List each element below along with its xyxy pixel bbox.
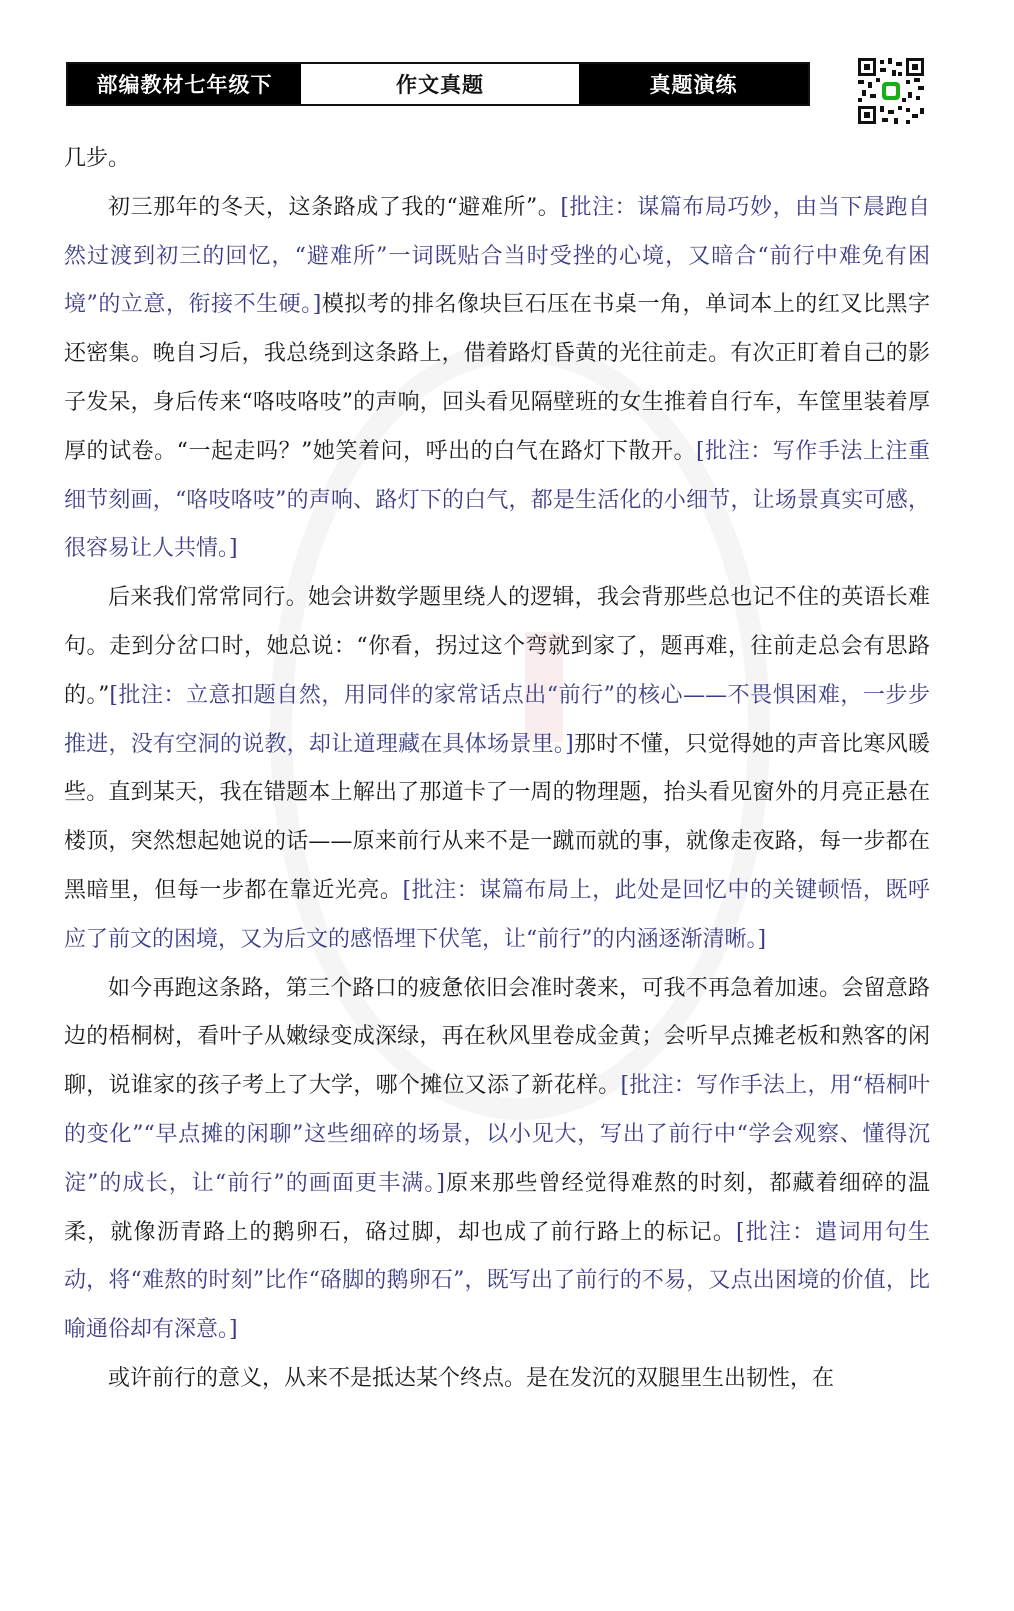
essay-text: 原来那些曾经觉得难熬的时刻，都藏着细碎的温柔，就像沥青路上的鹅卵石，硌过脚，却也成了前行路上的标记。 <box>64 1170 930 1245</box>
header-section: 作文真题 <box>301 64 579 104</box>
annotation-note: [批注：写作手法上注重细节刻画，“咯吱咯吱”的声响、路灯下的白气，都是生活化的小细节，让场景真实可感，很容易让人共情。] <box>64 438 930 562</box>
essay-paragraph <box>64 135 930 184</box>
header-practice: 真题演练 <box>579 64 808 104</box>
essay-paragraph <box>64 965 930 1355</box>
essay-text: 几步。 <box>64 146 131 171</box>
essay-text: 那时不懂，只觉得她的声音比寒风暖些。直到某天，我在错题本上解出了那道卡了一周的物理题，抬头看见窗外的月亮正悬在楼顶，突然想起她说的话——原来前行从来不是一蹴而就的事，就像走夜路，每一步都在黑暗里，但每一步都在靠近光亮。 <box>64 731 930 903</box>
annotation-note: [批注：写作手法上，用“梧桐叶的变化”“早点摊的闲聊”这些细碎的场景，以小见大，写出了前行中“学会观察、懂得沉淀”的成长，让“前行”的画面更丰满。] <box>64 1073 930 1196</box>
essay-text: 初三那年的冬天，这条路成了我的“避难所”。 <box>108 194 561 220</box>
essay-text: 或许前行的意义，从来不是抵达某个终点。是在发沉的双腿里生出韧性，在 <box>108 1365 835 1391</box>
essay-text: 后来我们常常同行。她会讲数学题里绕人的逻辑，我会背那些总也记不住的英语长难句。走到分岔口时，她总说：“你看，拐过这个弯就到家了，题再难，往前走总会有思路的。” <box>64 585 930 708</box>
essay-body <box>64 135 930 1404</box>
annotation-note: [批注：遣词用句生动，将“难熬的时刻”比作“硌脚的鹅卵石”，既写出了前行的不易，又点出困境的价值，比喻通俗却有深意。] <box>64 1219 930 1343</box>
page-header <box>66 62 810 106</box>
annotation-note: [批注：谋篇布局巧妙，由当下晨跑自然过渡到初三的回忆，“避难所”一词既贴合当时受挫的心境，又暗合“前行中难免有困境”的立意，衔接不生硬。] <box>64 194 930 318</box>
essay-paragraph <box>64 184 930 574</box>
essay-paragraph <box>64 574 930 964</box>
essay-text: 如今再跑这条路，第三个路口的疲惫依旧会准时袭来，可我不再急着加速。会留意路边的梧桐树，看叶子从嫩绿变成深绿，再在秋风里卷成金黄；会听早点摊老板和熟客的闲聊，说谁家的孩子考上了大学，哪个摊位又添了新花样。 <box>64 975 930 1099</box>
qr-code-icon[interactable] <box>858 58 924 124</box>
annotation-note: [批注：立意扣题自然，用同伴的家常话点出“前行”的核心——不畏惧困难，一步步推进，没有空洞的说教，却让道理藏在具体场景里。] <box>64 682 930 757</box>
annotation-note: [批注：谋篇布局上，此处是回忆中的关键顿悟，既呼应了前文的困境，又为后文的感悟埋下伏笔，让“前行”的内涵逐渐清晰。] <box>64 877 930 952</box>
essay-text: 模拟考的排名像块巨石压在书桌一角，单词本上的红叉比黑字还密集。晚自习后，我总绕到这条路上，借着路灯昏黄的光往前走。有次正盯着自己的影子发呆，身后传来“咯吱咯吱”的声响，回头看见隔壁班的女生推着自行车，车筐里装着厚厚的试卷。“一起走吗？”她笑着问，呼出的白气在路灯下散开。 <box>64 292 930 464</box>
header-textbook: 部编教材七年级下 <box>68 64 301 104</box>
essay-paragraph <box>64 1355 930 1404</box>
